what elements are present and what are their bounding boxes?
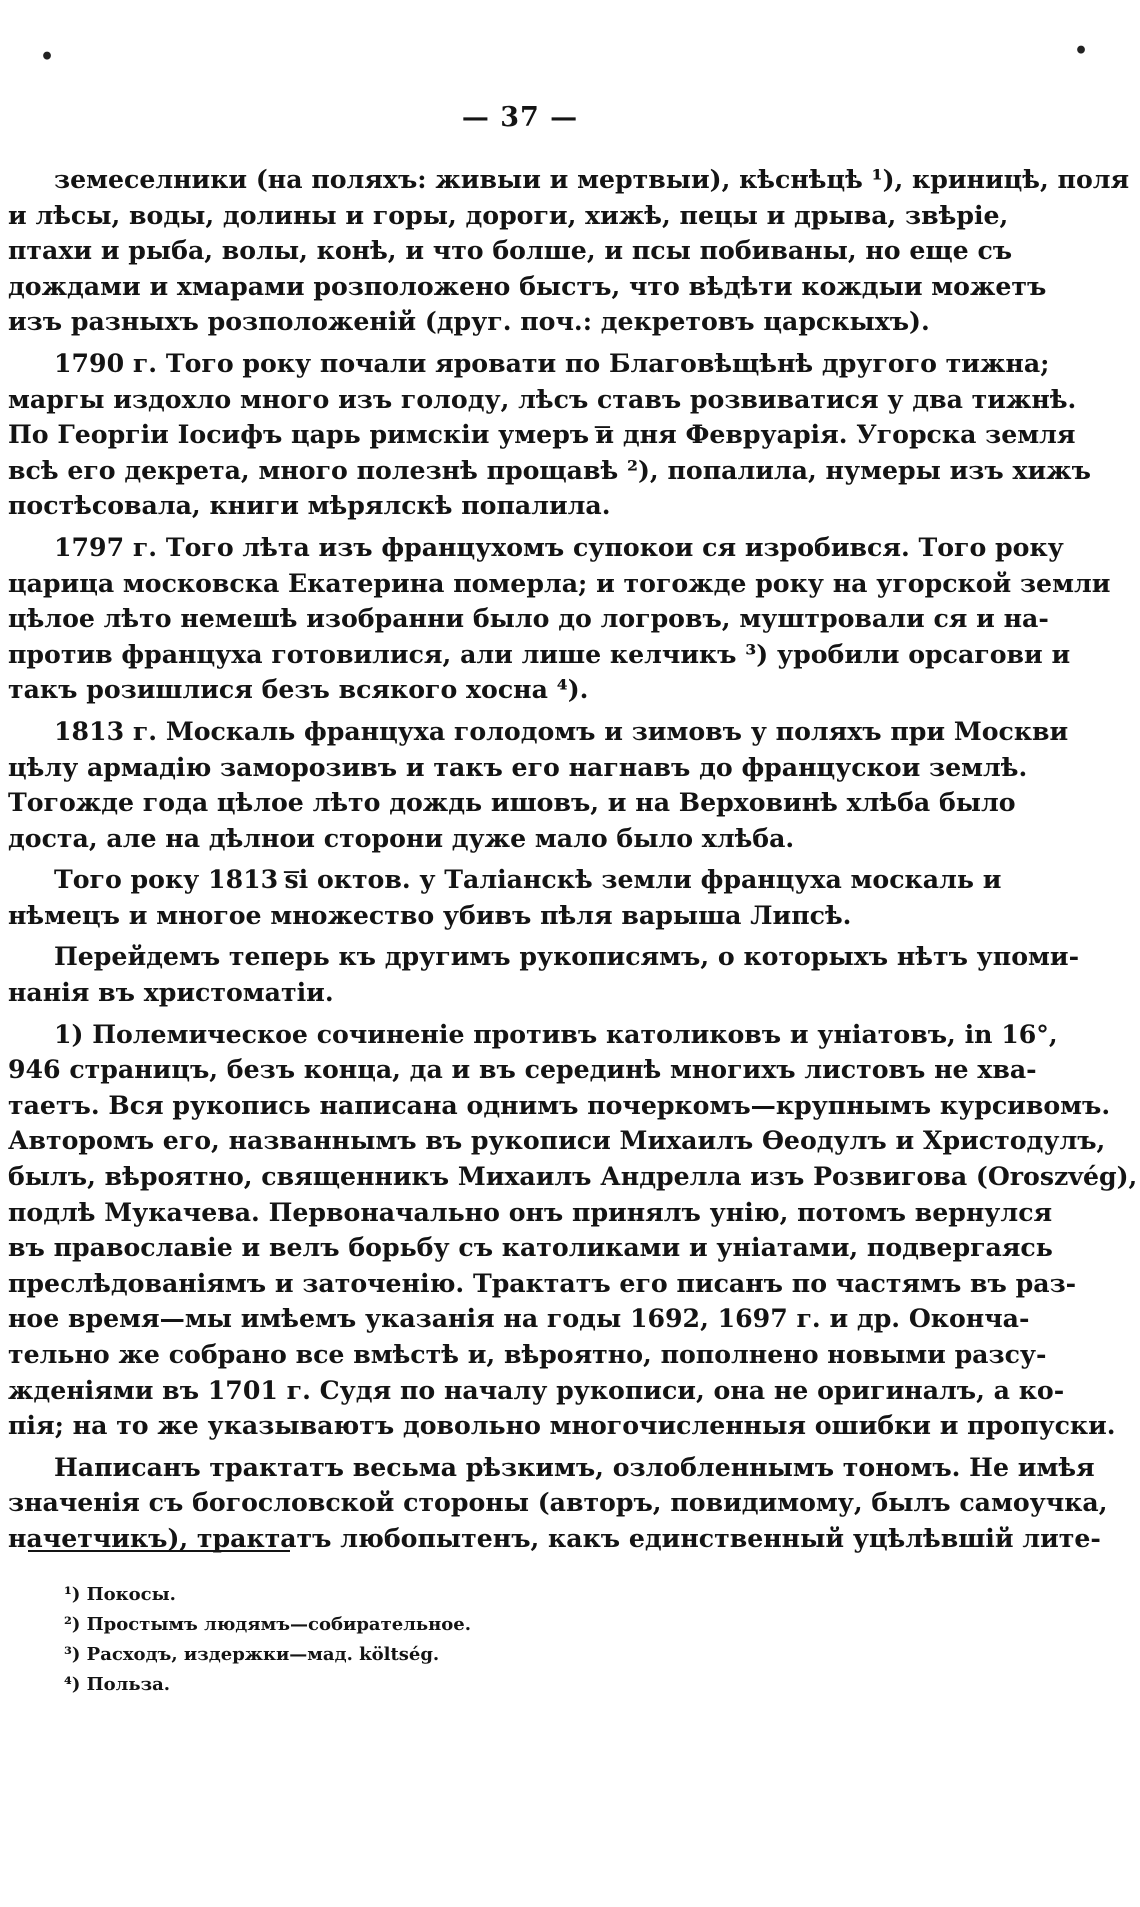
text-line: значенія съ богословской стороны (авторъ, повидимому, былъ самоучка, <box>8 1487 1108 1518</box>
footnote-separator <box>28 1550 290 1552</box>
paragraph <box>8 714 1069 856</box>
text-line: маргы издохло много изъ голоду, лѣсъ ставъ розвиватися у два тижнѣ. <box>8 383 1077 414</box>
footnote: ²) Простымъ людямъ—собирательное. <box>64 1614 471 1635</box>
footnote: ⁴) Польза. <box>64 1674 170 1695</box>
text-line: пія; на то же указываютъ довольно многочисленныя ошибки и пропуски. <box>8 1410 1116 1441</box>
text-line: дождами и хмарами розположено быстъ, что вѣдѣти кождыи можетъ <box>8 270 1047 301</box>
text-line: жденіями въ 1701 г. Судя по началу рукописи, она не оригиналъ, а ко- <box>8 1374 1065 1405</box>
text-line: ное время—мы имѣемъ указанія на годы 1692, 1697 г. и др. Оконча- <box>8 1303 1030 1334</box>
text-line: Перейдемъ теперь къ другимъ рукописямъ, о которыхъ нѣтъ упоми- <box>54 941 1080 972</box>
text-line: против француха готовилися, али лише келчикъ ³) уробили орсагови и <box>8 638 1071 669</box>
text-line: нѣмецъ и многое множество убивъ пѣля варыша Липсѣ. <box>8 899 852 930</box>
text-line: начетчикъ), трактатъ любопытенъ, какъ единственный уцѣлѣвшій лите- <box>8 1522 1101 1553</box>
paragraph <box>8 939 1080 1010</box>
text-line: Того року 1813 ͞ѕі октов. у Таліанскѣ земли француха москаль и <box>54 864 1002 895</box>
text-line: Тогожде года цѣлое лѣто дождь ишовъ, и на Верховинѣ хлѣба было <box>8 787 1016 818</box>
text-line: По Георгіи Іосифъ царь римскіи умеръ ͞и дня Февруарія. Угорска земля <box>8 419 1076 450</box>
margin-dot-left: • <box>40 44 55 70</box>
text-line: изъ разныхъ розположеній (друг. поч.: декретовъ царскыхъ). <box>8 306 930 337</box>
paragraph <box>8 346 1091 524</box>
text-line: былъ, вѣроятно, священникъ Михаилъ Андрелла изъ Розвигова (Oroszvég), <box>8 1161 1138 1192</box>
paragraph <box>8 1450 1108 1557</box>
paragraph <box>8 1017 1138 1444</box>
text-line: 946 страницъ, безъ конца, да и въ серединѣ многихъ листовъ не хва- <box>8 1054 1037 1085</box>
text-line: всѣ его декрета, много полезнѣ прощавѣ ²), попалила, нумеры изъ хижъ <box>8 454 1091 485</box>
text-line: тельно же собрано все вмѣстѣ и, вѣроятно, пополнено новыми разсу- <box>8 1339 1047 1369</box>
page-number: — 37 — <box>461 102 579 133</box>
text-line: 1797 г. Того лѣта изъ францухомъ супокои ся изробився. Того року <box>54 531 1064 562</box>
body-text <box>8 162 1138 1557</box>
text-line: преслѣдованіямъ и заточенію. Трактатъ его писанъ по частямъ въ раз- <box>8 1267 1077 1298</box>
footnotes <box>64 1580 471 1700</box>
text-line: земеселники (на поляхъ: живыи и мертвыи), кѣснѣцѣ ¹), криницѣ, поля <box>54 164 1130 194</box>
text-line: въ православіе и велъ борьбу съ католиками и уніатами, подвергаясь <box>8 1232 1053 1263</box>
footnote: ³) Расходъ, издержки—мад. költség. <box>64 1644 440 1665</box>
text-line: такъ розишлися безъ всякого хосна ⁴). <box>8 674 589 705</box>
text-line: подлѣ Мукачева. Первоначально онъ принялъ унію, потомъ вернулся <box>8 1196 1053 1227</box>
text-line: цѣлу армадію заморозивъ и такъ его нагнавъ до францускои землѣ. <box>8 751 1028 782</box>
paragraph <box>8 162 1130 340</box>
margin-dot-right: • <box>1074 38 1089 64</box>
text-line: нанія въ христоматіи. <box>8 977 334 1008</box>
text-line: цѣлое лѣто немешѣ изобранни было до логровъ, муштровали ся и на- <box>8 603 1049 634</box>
text-line: постѣсовала, книги мѣрялскѣ попалила. <box>8 490 611 521</box>
text-line: 1813 г. Москаль француха голодомъ и зимовъ у поляхъ при Москви <box>54 715 1069 746</box>
paragraph <box>8 862 1002 933</box>
text-line: 1) Полемическое сочиненіе противъ католиковъ и уніатовъ, in 16°, <box>54 1018 1058 1049</box>
text-line: птахи и рыба, волы, конѣ, и что болше, и псы побиваны, но еще съ <box>8 235 1013 266</box>
text-line: и лѣсы, воды, долины и горы, дороги, хижѣ, пецы и дрыва, звѣріе, <box>8 199 1009 230</box>
paragraph <box>8 530 1111 708</box>
text-line: Авторомъ его, названнымъ въ рукописи Михаилъ Өеодулъ и Христодулъ, <box>8 1125 1106 1156</box>
text-line: царица московска Екатерина померла; и тогожде року на угорской земли <box>8 567 1111 598</box>
text-line: доста, але на дѣлнои сторони дуже мало было хлѣба. <box>8 822 795 853</box>
text-line: Написанъ трактатъ весьма рѣзкимъ, озлобленнымъ тономъ. Не имѣя <box>54 1451 1095 1482</box>
footnote: ¹) Покосы. <box>64 1584 176 1605</box>
text-line: таетъ. Вся рукопись написана однимъ почеркомъ—крупнымъ курсивомъ. <box>8 1089 1111 1120</box>
text-line: 1790 г. Того року почали яровати по Благовѣщѣнѣ другого тижна; <box>54 347 1050 378</box>
